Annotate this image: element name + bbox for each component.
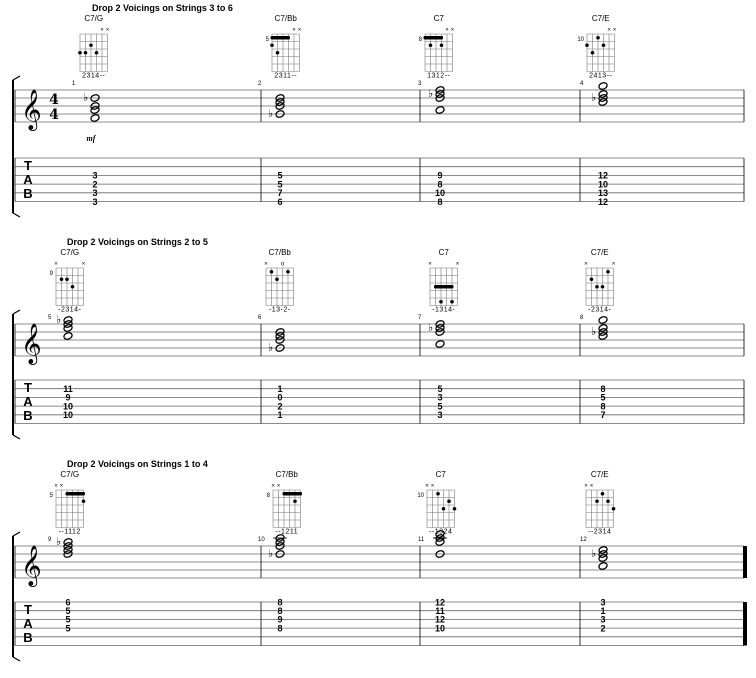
tab-clef-letter: B [23, 630, 33, 645]
measure-number: 3 [418, 81, 422, 87]
flat-accidental: ♭ [56, 313, 62, 326]
diagram-fret-number: 10 [417, 492, 424, 499]
measure-2 [258, 14, 302, 207]
measure-number: 8 [580, 315, 584, 321]
section-title: Drop 2 Voicings on Strings 2 to 5 [67, 237, 208, 247]
system-3 [13, 459, 747, 661]
diagram-barre [66, 492, 86, 496]
measure-number: 4 [580, 81, 584, 87]
fingering: 2413-- [589, 72, 613, 80]
diagram-dot [602, 43, 606, 47]
tab-staff [15, 380, 744, 424]
diagram-fret-number: 8 [266, 492, 270, 499]
tab-number: 9 [277, 614, 283, 625]
diagram-dot [596, 36, 600, 40]
diagram-dot [429, 43, 433, 47]
tab-number: 1 [600, 606, 606, 616]
tab-number: 5 [600, 392, 606, 403]
chord-name: C7/E [590, 248, 609, 257]
mute-marker: × [450, 27, 455, 34]
chord-name: C7/G [60, 248, 80, 257]
tab-number: 3 [92, 196, 98, 207]
tab-clef-letter: T [24, 158, 32, 173]
fingering: --1211 [275, 528, 299, 536]
measure-1 [72, 14, 110, 207]
diagram-dot [442, 507, 446, 511]
brace-bottom [13, 657, 20, 661]
tab-number: 0 [277, 392, 283, 403]
flat-accidental: ♭ [591, 325, 597, 338]
fingering: --1324 [429, 528, 453, 536]
measure-3 [418, 14, 455, 207]
time-signature-bottom: 4 [49, 107, 59, 123]
diagram-dot [601, 285, 605, 289]
diagram-dot [275, 277, 279, 281]
mute-marker: × [59, 483, 64, 490]
chord-diagram [266, 268, 294, 306]
diagram-dot [436, 492, 440, 496]
chord-diagram [56, 268, 84, 306]
tab-number: 2 [600, 623, 606, 634]
tab-clef-letter: A [23, 172, 33, 187]
diagram-dot [60, 277, 64, 281]
notation-staff [15, 90, 744, 122]
diagram-dot [595, 499, 599, 503]
diagram-dot [71, 285, 75, 289]
tab-number: 1 [277, 410, 283, 421]
flat-accidental: ♭ [428, 87, 434, 100]
tab-number: 12 [434, 614, 446, 625]
measure-number: 9 [48, 537, 52, 543]
tab-staff [15, 158, 744, 202]
diagram-barre [424, 36, 444, 40]
mute-marker: × [612, 27, 617, 34]
whole-note [435, 340, 445, 349]
chord-name: C7/E [591, 14, 610, 23]
measure-number: 11 [418, 537, 425, 543]
tab-number: 2 [92, 179, 98, 190]
measure-9 [48, 470, 85, 633]
brace-top [13, 76, 20, 80]
fingering: -2314- [58, 306, 82, 314]
diagram-fret-number: 10 [577, 36, 584, 43]
measure-number: 6 [258, 315, 262, 321]
mute-marker: × [428, 261, 432, 268]
tab-number: 2 [277, 401, 283, 412]
tab-number: 8 [277, 606, 283, 616]
final-barline [743, 546, 747, 578]
brace-top [13, 532, 20, 536]
tab-number: 8 [437, 196, 443, 207]
chord-diagram [586, 490, 614, 528]
tab-clef-letter: A [23, 394, 33, 409]
dynamic-marking: mf [86, 134, 96, 143]
tab-number: 3 [600, 614, 606, 625]
chord-name: C7/Bb [274, 14, 297, 23]
mute-marker: × [100, 27, 104, 34]
brace-bottom [13, 213, 20, 217]
tab-clef-letter: T [24, 380, 32, 395]
system-2 [13, 237, 744, 439]
final-tab-barline [743, 602, 747, 646]
flat-accidental: ♭ [591, 91, 597, 104]
diagram-dot [453, 507, 457, 511]
mute-marker: × [54, 483, 58, 490]
diagram-dot [84, 51, 88, 55]
diagram-dot [591, 51, 595, 55]
whole-note [598, 82, 608, 91]
fingering: 2314-- [82, 72, 106, 80]
tab-number: 8 [277, 623, 283, 634]
whole-note [598, 316, 608, 325]
measure-12 [580, 470, 615, 633]
chord-diagram [586, 268, 614, 306]
flat-accidental: ♭ [428, 321, 434, 334]
tab-number: 5 [437, 384, 443, 394]
brace-top [13, 310, 20, 314]
chord-diagram [425, 34, 453, 72]
measure-5 [48, 248, 86, 420]
mute-marker: × [81, 261, 86, 268]
tab-staff [15, 602, 744, 646]
measure-number: 7 [418, 315, 422, 321]
mute-marker: × [54, 261, 58, 268]
tab-number: 5 [65, 623, 71, 634]
mute-marker: × [264, 261, 268, 268]
mute-marker: × [297, 27, 302, 34]
fingering: --1112 [58, 528, 81, 536]
chord-name: C7/Bb [268, 248, 291, 257]
section-title: Drop 2 Voicings on Strings 1 to 4 [67, 459, 208, 469]
whole-note [435, 106, 445, 115]
diagram-dot [595, 285, 599, 289]
diagram-dot [450, 300, 454, 304]
diagram-dot [606, 499, 610, 503]
mute-marker: × [271, 483, 275, 490]
chord-name: C7/Bb [275, 470, 298, 479]
tab-number: 6 [65, 597, 71, 608]
fingering: --2314 [588, 528, 612, 536]
diagram-dot [270, 270, 274, 274]
measure-11 [417, 470, 456, 633]
tab-number: 5 [437, 401, 443, 412]
mute-marker: × [292, 27, 296, 34]
tab-number: 10 [434, 188, 446, 199]
diagram-fret-number: 5 [49, 492, 53, 499]
diagram-dot [612, 507, 616, 511]
diagram-dot [606, 270, 610, 274]
measure-number: 12 [580, 537, 587, 543]
tab-number: 9 [437, 170, 443, 181]
mute-marker: × [611, 261, 616, 268]
treble-clef: 𝄞 [21, 324, 42, 364]
measure-8 [580, 248, 616, 420]
tab-number: 10 [597, 179, 609, 190]
chord-name: C7/G [84, 14, 104, 23]
tab-number: 8 [437, 179, 443, 190]
fingering: -2314- [588, 306, 612, 314]
treble-clef: 𝄞 [21, 546, 42, 586]
measure-6 [258, 248, 294, 420]
chord-name: C7 [433, 14, 444, 23]
diagram-fret-number: 8 [418, 36, 422, 43]
chord-diagram [273, 490, 301, 528]
mute-marker: × [589, 483, 594, 490]
tab-number: 7 [277, 188, 283, 199]
diagram-dot [82, 499, 86, 503]
diagram-dot [590, 277, 594, 281]
mute-marker: × [276, 483, 281, 490]
mute-marker: × [105, 27, 110, 34]
flat-accidental: ♭ [268, 341, 274, 354]
mute-marker: × [584, 261, 588, 268]
diagram-barre [283, 492, 303, 496]
diagram-dot [78, 51, 82, 55]
diagram-dot [95, 51, 99, 55]
mute-marker: × [584, 483, 588, 490]
diagram-dot [440, 43, 444, 47]
fingering: 1312-- [427, 72, 451, 80]
flat-accidental: ♭ [56, 535, 62, 548]
treble-clef: 𝄞 [21, 90, 42, 130]
diagram-barre [434, 285, 454, 289]
tab-number: 6 [277, 196, 283, 207]
tab-number: 8 [277, 597, 283, 608]
tab-number: 12 [597, 170, 609, 181]
diagram-dot [601, 492, 605, 496]
fingering: -13-2- [268, 306, 291, 314]
flat-accidental: ♭ [268, 547, 274, 560]
mute-marker: × [445, 27, 449, 34]
measure-7 [418, 248, 460, 420]
diagram-dot [270, 43, 274, 47]
tab-number: 11 [435, 606, 445, 616]
tab-number: 11 [63, 384, 73, 394]
notation-staff [15, 324, 744, 356]
tab-clef-letter: B [23, 408, 33, 423]
diagram-dot [65, 277, 69, 281]
tab-number: 8 [600, 401, 606, 412]
fingering: 2311-- [274, 72, 298, 80]
system-1 [13, 3, 744, 217]
measure-number: 1 [72, 81, 76, 87]
tab-number: 12 [434, 597, 446, 608]
tab-number: 13 [597, 188, 609, 199]
mute-marker: × [425, 483, 429, 490]
chord-name: C7/E [590, 470, 609, 479]
chord-name: C7/G [60, 470, 80, 479]
tab-number: 5 [65, 614, 71, 625]
measure-number: 10 [258, 537, 265, 543]
tab-number: 10 [62, 410, 74, 421]
notation-staff [15, 546, 744, 578]
tab-number: 7 [600, 410, 606, 421]
tab-clef-letter: B [23, 186, 33, 201]
tab-number: 12 [597, 196, 609, 207]
tab-number: 3 [437, 410, 443, 421]
tab-number: 10 [434, 623, 446, 634]
diagram-dot [293, 499, 297, 503]
section-title: Drop 2 Voicings on Strings 3 to 6 [92, 3, 233, 13]
flat-accidental: ♭ [83, 91, 89, 104]
whole-note [598, 562, 608, 571]
tab-number: 5 [65, 606, 71, 616]
chord-name: C7 [435, 470, 446, 479]
diagram-dot [447, 499, 451, 503]
tab-number: 9 [65, 392, 71, 403]
tab-number: 5 [277, 179, 283, 190]
tab-number: 3 [92, 188, 98, 199]
brace-bottom [13, 435, 20, 439]
whole-note [90, 114, 100, 123]
mute-marker: × [607, 27, 611, 34]
diagram-dot [89, 43, 93, 47]
tab-clef-letter: A [23, 616, 33, 631]
chord-diagram [427, 490, 455, 528]
tab-number: 10 [62, 401, 74, 412]
measure-number: 5 [48, 315, 52, 321]
fingering: -1314- [432, 306, 456, 314]
chord-name: C7 [438, 248, 449, 257]
measure-10 [258, 470, 302, 633]
whole-note [63, 332, 73, 341]
mute-marker: × [430, 483, 435, 490]
tab-number: 3 [600, 597, 606, 608]
tab-number: 3 [437, 392, 443, 403]
time-signature-top: 4 [49, 92, 59, 108]
flat-accidental: ♭ [591, 547, 597, 560]
tab-number: 1 [277, 384, 283, 394]
flat-accidental: ♭ [268, 107, 274, 120]
measure-number: 2 [258, 81, 262, 87]
diagram-dot [439, 300, 443, 304]
open-marker: o [280, 261, 285, 268]
diagram-fret-number: 9 [49, 270, 53, 277]
diagram-dot [585, 43, 589, 47]
tab-number: 5 [277, 170, 283, 181]
diagram-barre [271, 36, 291, 40]
tab-clef-letter: T [24, 602, 32, 617]
measure-4 [577, 14, 616, 207]
diagram-fret-number: 5 [265, 36, 269, 43]
tab-number: 8 [600, 384, 606, 394]
diagram-dot [286, 270, 290, 274]
diagram-dot [276, 51, 280, 55]
mute-marker: × [455, 261, 460, 268]
tab-number: 3 [92, 170, 98, 181]
chord-diagram [56, 490, 84, 528]
